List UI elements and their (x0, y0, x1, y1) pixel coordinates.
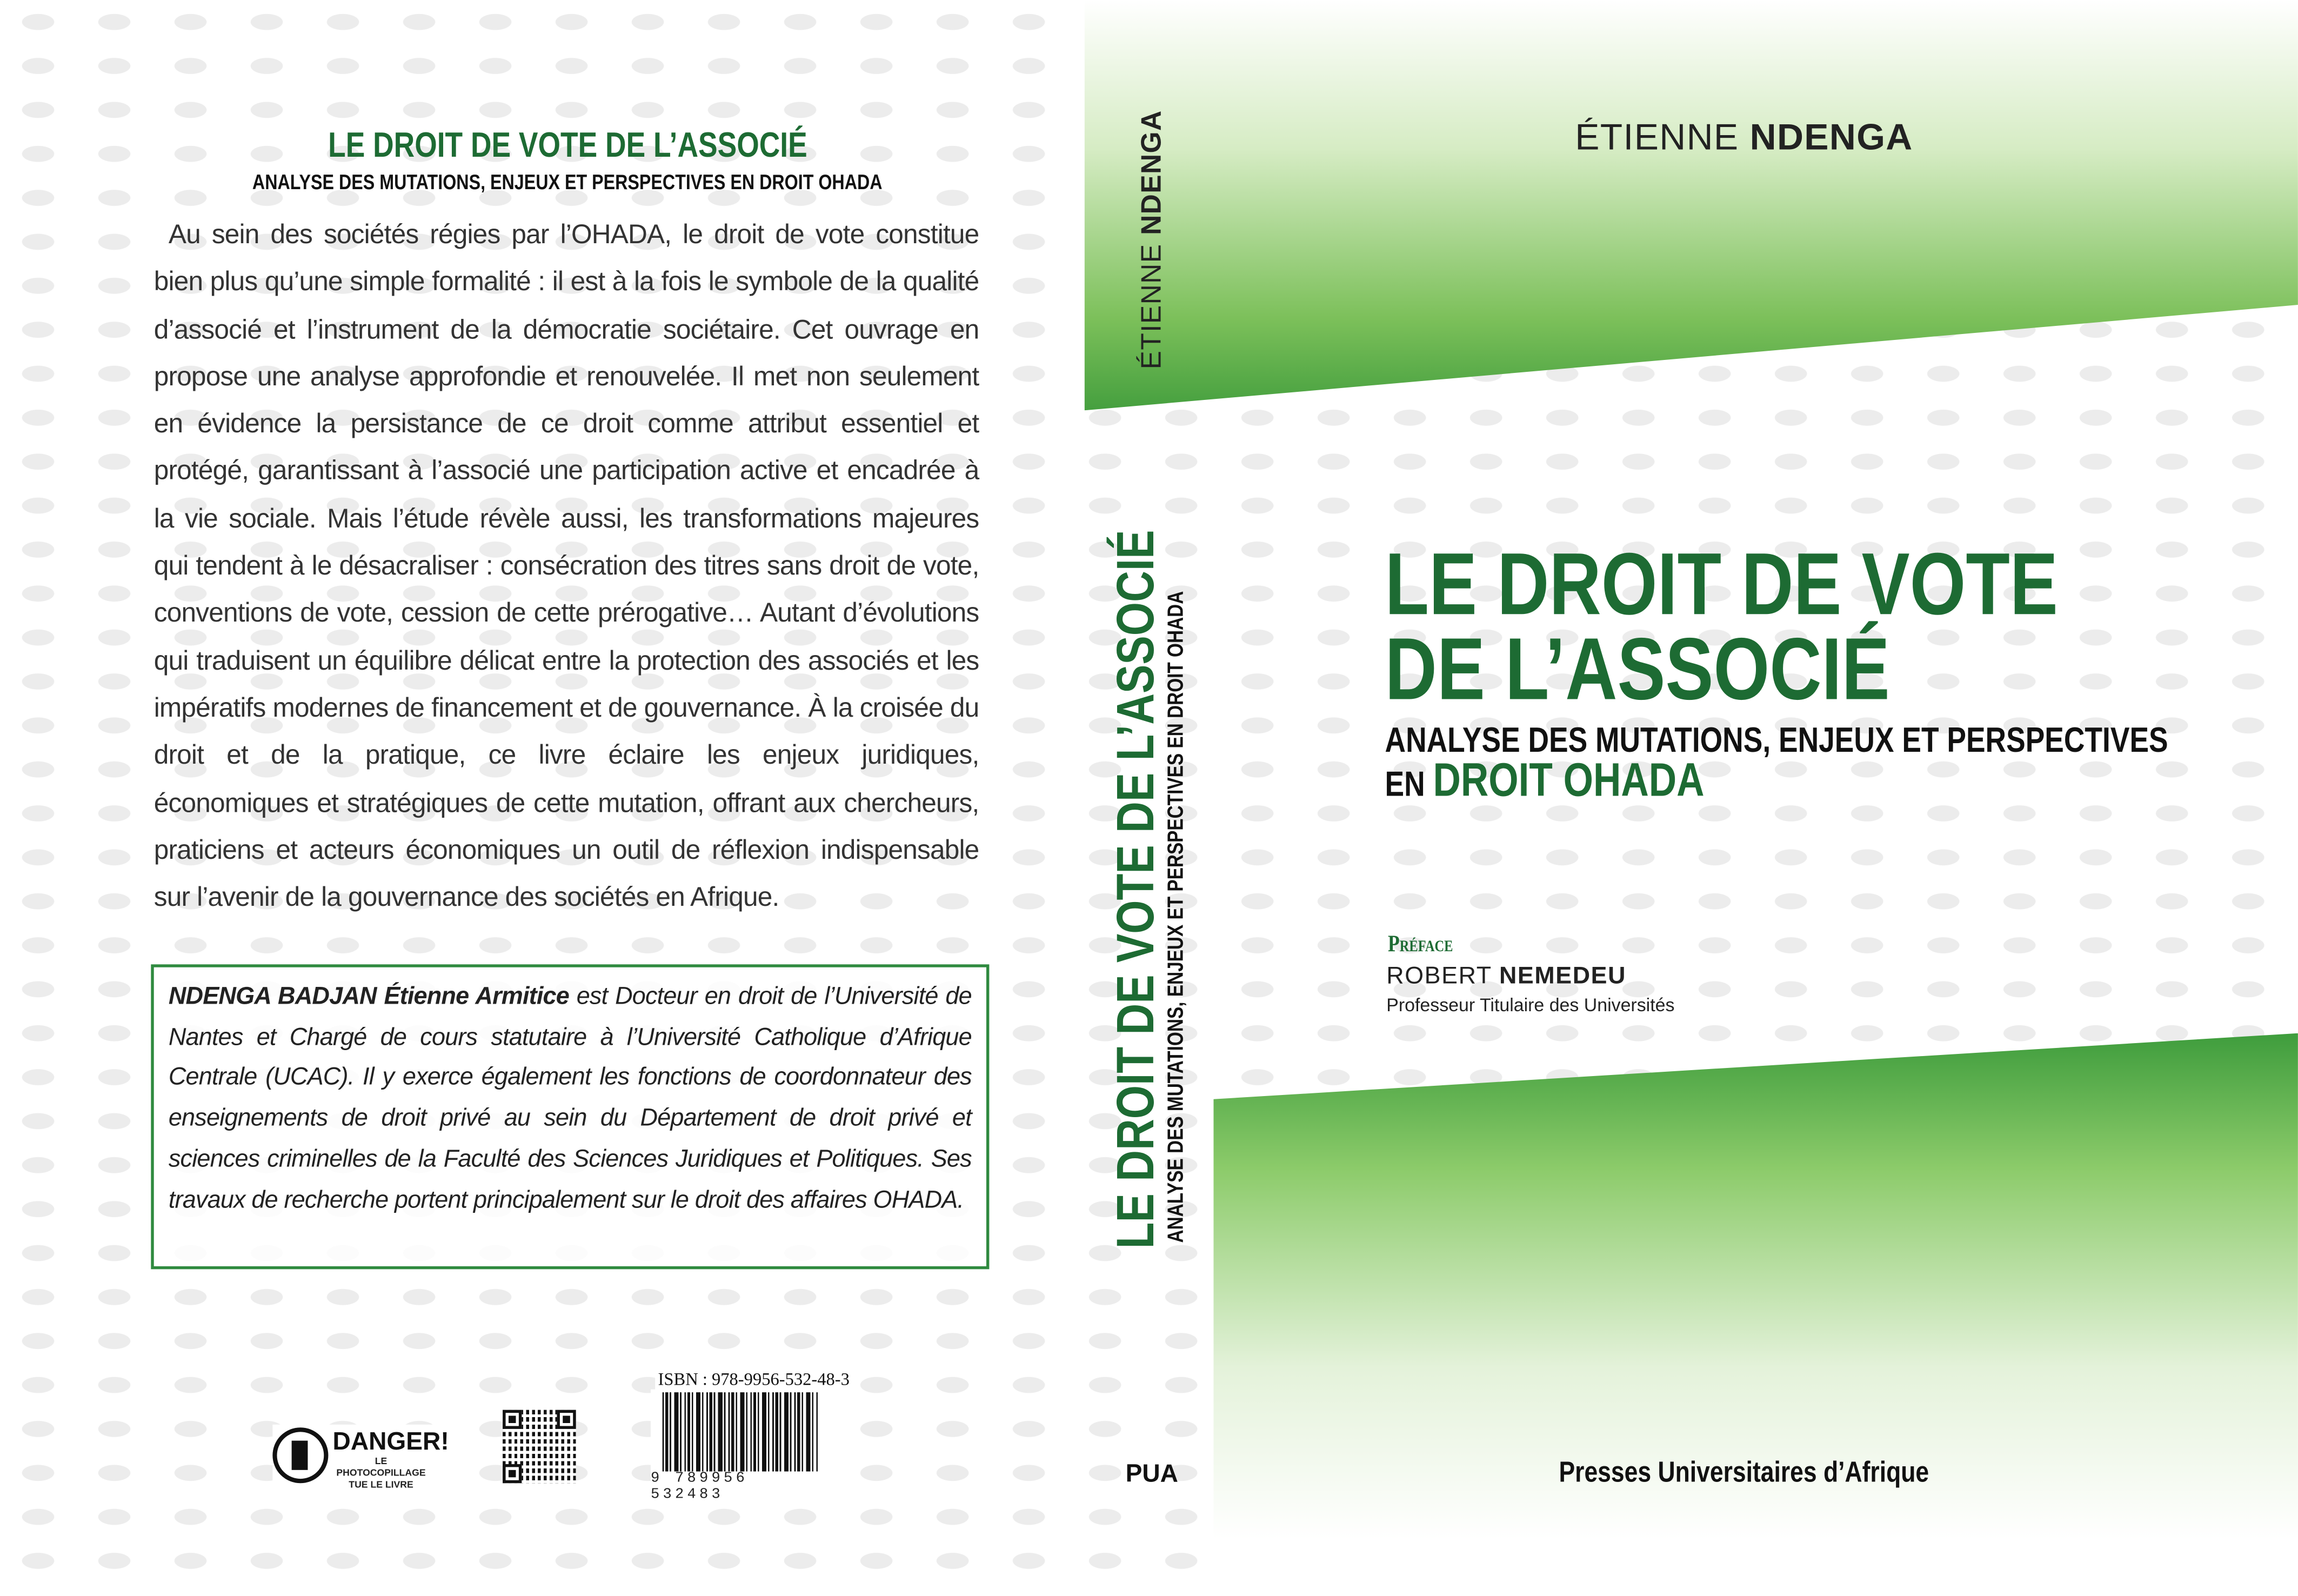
preface-label: Préface (1387, 932, 1453, 957)
preface-role: Professeur Titulaire des Universités (1386, 995, 1675, 1016)
back-subtitle: ANALYSE DES MUTATIONS, ENJEUX ET PERSPECTIVES EN DROIT OHADA (252, 171, 883, 195)
spine-title: LE DROIT DE VOTE DE L’ASSOCIÉ (1105, 530, 1165, 1249)
isbn-text: ISBN : 978-9956-532-48-3 (655, 1369, 852, 1391)
bio-text: est Docteur en droit de l’Université de Nantes et Chargé de cours statutaire à l’Université Catholique d’Afrique Centrale (UCAC). Il y exerce également les fonctions de coordonnateur des enseignements de droit privé au sein du Département de droit privé et sciences criminelles de la Faculté des Sciences Juridiques et Politiques. Ses travaux de recherche portent principalement sur le droit des affaires OHADA. (168, 981, 972, 1213)
preface-author: ROBERT NEMEDEU (1386, 963, 1627, 990)
qr-code (503, 1410, 576, 1484)
danger-title: DANGER! (332, 1427, 449, 1455)
front-author: ÉTIENNE NDENGA (1575, 117, 1913, 158)
back-blurb: Au sein des sociétés régies par l’OHADA, le droit de vote constitue bien plus qu’une simple formalité : il est à la fois le symbole de la qualité d’associé et l’instrument de la démocratie sociétaire. Cet ouvrage en propose une analyse approfondie et renouvelée. Il met non seulement en évidence la persistance de ce droit comme attribut essentiel et protégé, garantissant à l’associé une participation active et encadrée à la vie sociale. Mais l’étude révèle aussi, les transformations majeures qui tendent à le désacraliser : consécration des titres sans droit de vote, conventions de vote, cession de cette prérogative… Autant d’évolutions qui traduisent un équilibre délicat entre la protection des associés et les impératifs modernes de financement et de gouvernance. À la croisée du droit et de la pratique, ce livre éclaire les enjeux juridiques, économiques et stratégiques de cette mutation, offrant aux chercheurs, praticiens et acteurs économiques un outil de réflexion indispensable sur l’avenir de la gouvernance des sociétés en Afrique. (153, 218, 979, 912)
back-title: LE DROIT DE VOTE DE L’ASSOCIÉ (328, 126, 808, 166)
barcode-digits: 9 789956 532483 (651, 1472, 824, 1504)
danger-photocopy-logo (272, 1425, 456, 1491)
spine-subtitle: ANALYSE DES MUTATIONS, ENJEUX ET PERSPECTIVES EN DROIT OHADA (1164, 591, 1189, 1243)
front-title: LE DROIT DE VOTE DE L’ASSOCIÉ (1385, 535, 2058, 718)
barcode-bars (663, 1392, 818, 1477)
top-green-band (1085, 0, 2298, 425)
danger-icon (272, 1427, 328, 1483)
bio-name: NDENGA BADJAN Étienne Armitice (168, 981, 569, 1010)
front-subtitle: ANALYSE DES MUTATIONS, ENJEUX ET PERSPECTIVES EN DROIT OHADA (1385, 721, 2168, 806)
front-publisher: Presses Universitaires d’Afrique (1559, 1457, 1929, 1490)
danger-subtitle: LE PHOTOCOPILLAGE TUE LE LIVRE (336, 1457, 426, 1491)
barcode (650, 1390, 824, 1504)
spine-author: ÉTIENNE NDENGA (1137, 110, 1168, 370)
spine-publisher: PUA (1125, 1459, 1178, 1488)
author-bio-box (151, 964, 989, 1269)
bottom-green-band (1213, 1026, 2298, 1596)
